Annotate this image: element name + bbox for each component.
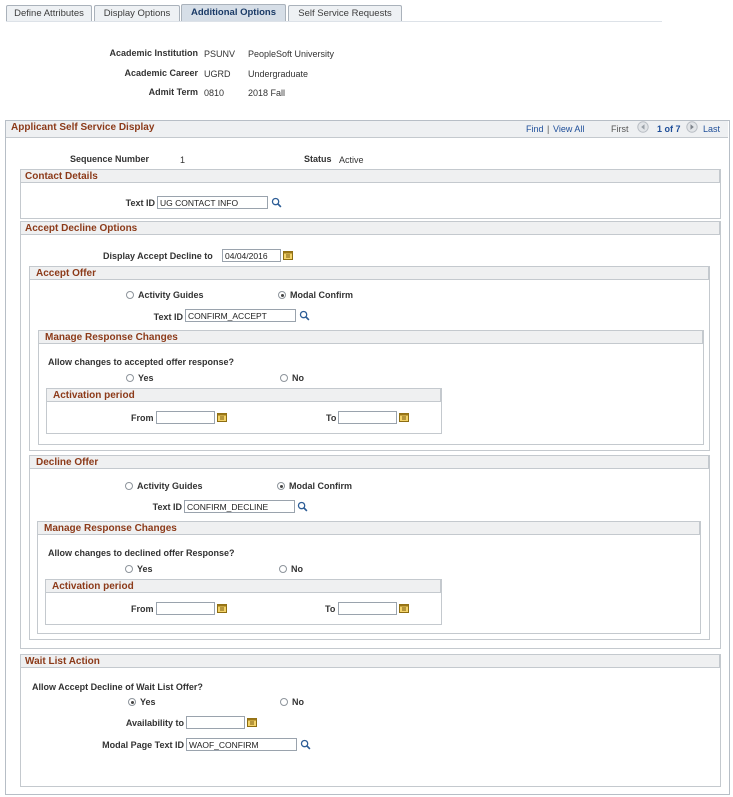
career-name: Undergraduate — [248, 69, 309, 79]
next-arrow-icon[interactable] — [686, 121, 698, 133]
accept-textid-input[interactable]: CONFIRM_ACCEPT — [185, 309, 296, 322]
sequence-number-label: Sequence Number — [70, 154, 150, 164]
contact-lookup-icon[interactable] — [271, 197, 282, 208]
decline-yes-label: Yes — [137, 564, 153, 574]
wait-list-yes-label: Yes — [140, 697, 156, 707]
accept-offer-header: Accept Offer — [29, 266, 709, 280]
accept-no-label: No — [292, 373, 304, 383]
calendar-icon[interactable] — [399, 412, 409, 422]
calendar-icon[interactable] — [217, 603, 227, 613]
career-label: Academic Career — [124, 68, 198, 78]
accept-textid-label: Text ID — [153, 312, 183, 322]
tab-display-options[interactable]: Display Options — [94, 5, 180, 22]
term-code: 0810 — [204, 88, 225, 98]
accept-activation-header: Activation period — [46, 388, 441, 402]
tab-self-service-requests[interactable]: Self Service Requests — [288, 5, 402, 22]
institution-label: Academic Institution — [109, 48, 198, 58]
wait-list-no-radio[interactable] — [280, 698, 288, 706]
decline-no-label: No — [291, 564, 303, 574]
calendar-icon[interactable] — [217, 412, 227, 422]
decline-activity-guides-radio[interactable] — [125, 482, 133, 490]
contact-details-header: Contact Details — [20, 169, 720, 183]
institution-name: PeopleSoft University — [248, 49, 335, 59]
panel-title: Applicant Self Service Display — [11, 122, 155, 133]
decline-lookup-icon[interactable] — [297, 501, 308, 512]
calendar-icon[interactable] — [399, 603, 409, 613]
availability-input[interactable] — [186, 716, 245, 729]
tab-additional-options[interactable]: Additional Options — [181, 4, 286, 22]
decline-textid-label: Text ID — [152, 502, 182, 512]
accept-activity-guides-radio[interactable] — [126, 291, 134, 299]
wait-list-no-label: No — [292, 697, 304, 707]
accept-decline-header: Accept Decline Options — [20, 221, 720, 235]
decline-no-radio[interactable] — [279, 565, 287, 573]
decline-modal-confirm-label: Modal Confirm — [289, 481, 352, 491]
decline-to-input[interactable] — [338, 602, 397, 615]
decline-from-input[interactable] — [156, 602, 215, 615]
previous-arrow-icon[interactable] — [637, 121, 649, 133]
tab-underline — [6, 21, 662, 22]
accept-to-label: To — [326, 413, 337, 423]
calendar-icon[interactable] — [283, 250, 293, 260]
wait-list-question-label: Allow Accept Decline of Wait List Offer? — [32, 682, 203, 692]
find-link[interactable]: Find — [526, 124, 544, 134]
decline-manage-header: Manage Response Changes — [37, 521, 700, 535]
modal-lookup-icon[interactable] — [300, 739, 311, 750]
wait-list-header: Wait List Action — [20, 654, 720, 668]
status-label: Status — [304, 154, 332, 164]
term-name: 2018 Fall — [248, 88, 286, 98]
decline-yes-radio[interactable] — [125, 565, 133, 573]
accept-modal-confirm-label: Modal Confirm — [290, 290, 353, 300]
view-all-link[interactable]: View All — [553, 124, 585, 134]
accept-from-label: From — [131, 413, 154, 423]
accept-modal-confirm-radio[interactable] — [278, 291, 286, 299]
availability-label: Availability to — [125, 718, 184, 728]
decline-question-label: Allow changes to declined offer Response? — [48, 548, 235, 558]
contact-textid-label: Text ID — [125, 198, 155, 208]
accept-from-input[interactable] — [156, 411, 215, 424]
accept-manage-header: Manage Response Changes — [38, 330, 703, 344]
accept-yes-radio[interactable] — [126, 374, 134, 382]
nav-separator: | — [547, 124, 550, 134]
career-code: UGRD — [204, 69, 231, 79]
term-label: Admit Term — [148, 87, 198, 97]
sequence-number-value: 1 — [180, 155, 186, 165]
decline-to-label: To — [325, 604, 336, 614]
tab-define-attributes[interactable]: Define Attributes — [6, 5, 92, 22]
wait-list-yes-radio[interactable] — [128, 698, 136, 706]
modal-page-textid-input[interactable]: WAOF_CONFIRM — [186, 738, 297, 751]
decline-offer-header: Decline Offer — [29, 455, 709, 469]
decline-activity-guides-label: Activity Guides — [137, 481, 203, 491]
row-count: 1 of 7 — [657, 124, 681, 134]
accept-activity-guides-label: Activity Guides — [138, 290, 204, 300]
contact-textid-input[interactable]: UG CONTACT INFO — [157, 196, 268, 209]
last-link[interactable]: Last — [703, 124, 721, 134]
accept-yes-label: Yes — [138, 373, 154, 383]
decline-activation-header: Activation period — [45, 579, 441, 593]
first-label[interactable]: First — [611, 124, 629, 134]
modal-page-textid-label: Modal Page Text ID — [102, 740, 184, 750]
accept-to-input[interactable] — [338, 411, 397, 424]
decline-from-label: From — [131, 604, 154, 614]
display-accept-decline-input[interactable]: 04/04/2016 — [222, 249, 281, 262]
accept-question-label: Allow changes to accepted offer response? — [48, 357, 235, 367]
accept-lookup-icon[interactable] — [299, 310, 310, 321]
accept-no-radio[interactable] — [280, 374, 288, 382]
decline-textid-input[interactable]: CONFIRM_DECLINE — [184, 500, 295, 513]
decline-modal-confirm-radio[interactable] — [277, 482, 285, 490]
display-accept-decline-label: Display Accept Decline to — [103, 251, 213, 261]
calendar-icon[interactable] — [247, 717, 257, 727]
institution-code: PSUNV — [204, 49, 236, 59]
status-value: Active — [339, 155, 364, 165]
